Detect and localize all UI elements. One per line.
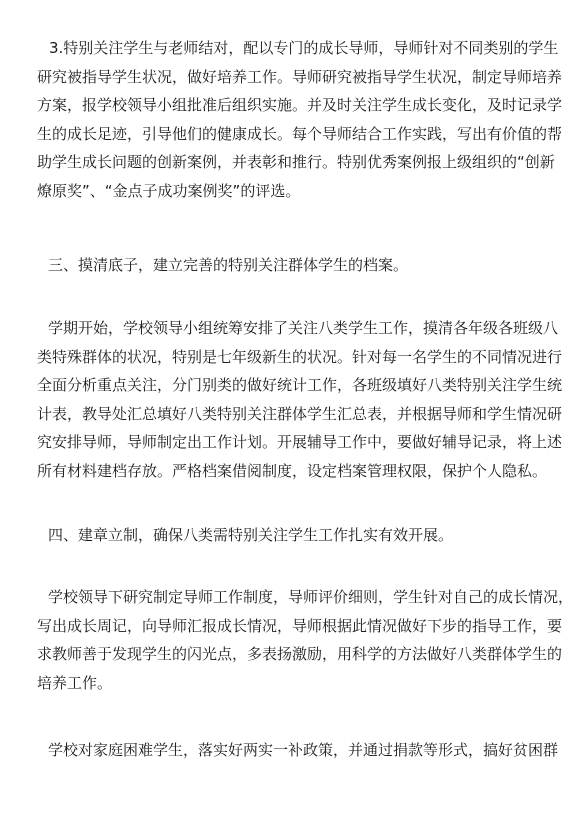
text-line: 计表，教导处汇总填好八类特别关注群体学生汇总表，并根据导师和学生情况研	[37, 404, 563, 423]
section-heading-3: 三、摸清底子，建立完善的特别关注群体学生的档案。	[48, 256, 409, 274]
paragraph-student-teacher-pairing	[0, 34, 578, 205]
text-line: 学校领导下研究制定导师工作制度，导师评价细则，学生针对自己的成长情况，	[48, 588, 574, 606]
text-line: 究安排导师，导师制定出工作计划。开展辅导工作中，要做好辅导记录，将上述	[37, 433, 563, 451]
text-line: 所有材料建档存放。严格档案借阅制度，设定档案管理权限，保护个人隐私。	[37, 461, 548, 480]
section-heading-4: 四、建章立制，确保八类需特别关注学生工作扎实有效开展。	[48, 526, 454, 544]
text-line: 燎原奖”、“金点子成功案例奖”的评选。	[37, 181, 301, 200]
text-line: 培养工作。	[37, 673, 113, 692]
text-line: 研究被指导学生状况，做好培养工作。导师研究被指导学生状况，制定导师培养	[37, 67, 563, 86]
text-line: 全面分析重点关注，分门别类的做好统计工作，各班级填好八类特别关注学生统	[37, 376, 563, 394]
paragraph-poor-students	[0, 736, 578, 765]
text-line: 助学生成长问题的创新案例，并表彰和推行。特别优秀案例报上级组织的“创新	[37, 153, 555, 171]
text-line: 生的成长足迹，引导他们的健康成长。每个导师结合工作实践，写出有价值的帮	[37, 124, 563, 143]
text-line: 求教师善于发现学生的闪光点，多表扬激励，用科学的方法做好八类群体学生的	[37, 645, 563, 663]
text-line: 写出成长周记，向导师汇报成长情况，导师根据此情况做好下步的指导工作，要	[37, 616, 563, 635]
text-line: 类特殊群体的状况，特别是七年级新生的状况。针对每一名学生的不同情况进行	[37, 347, 563, 366]
text-line: 学校对家庭困难学生，落实好两实一补政策，并通过捐款等形式，搞好贫困群	[48, 741, 559, 759]
paragraph-mentor-system	[0, 583, 578, 697]
text-line: 方案，报学校领导小组批准后组织实施。并及时关注学生成长变化，及时记录学	[37, 96, 563, 114]
text-line: 3.特别关注学生与老师结对，配以专门的成长导师，导师针对不同类别的学生	[49, 39, 559, 57]
text-line: 学期开始，学校领导小组统筹安排了关注八类学生工作，摸清各年级各班级八	[48, 319, 559, 337]
paragraph-student-records	[0, 314, 578, 485]
